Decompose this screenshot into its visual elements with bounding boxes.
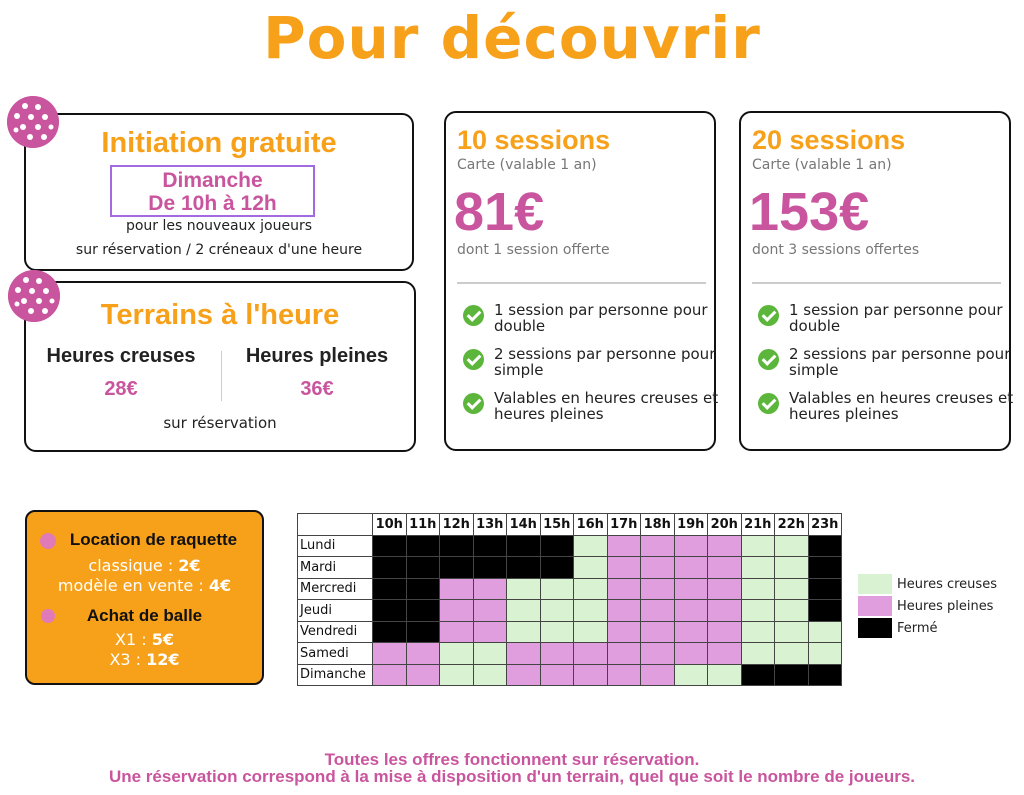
schedule-cell — [373, 557, 407, 579]
schedule-cell — [507, 664, 541, 686]
schedule-cell — [674, 578, 708, 600]
schedule-cell — [440, 621, 474, 643]
schedule-cell — [373, 600, 407, 622]
legend-label: Fermé — [897, 620, 938, 636]
schedule-cell — [607, 557, 641, 579]
initiation-line2: sur réservation / 2 créneaux d'une heure — [75, 242, 363, 258]
feature-text: 1 session par personne pour double — [789, 301, 1003, 335]
schedule-cell — [775, 664, 809, 686]
hour-header: 11h — [406, 514, 440, 536]
schedule-cell — [808, 578, 842, 600]
schedule-cell — [473, 600, 507, 622]
schedule-cell — [741, 643, 775, 665]
schedule-cell — [540, 535, 574, 557]
schedule-row — [298, 643, 842, 665]
feature-list — [463, 302, 719, 434]
schedule-cell — [607, 643, 641, 665]
schedule-cell — [574, 535, 608, 557]
schedule-cell — [540, 643, 574, 665]
schedule-cell — [406, 535, 440, 557]
schedule-cell — [507, 600, 541, 622]
schedule-cell — [708, 664, 742, 686]
schedule-cell — [708, 643, 742, 665]
schedule-cell — [373, 578, 407, 600]
schedule-cell — [607, 535, 641, 557]
location-title: Location de raquette — [69, 530, 238, 549]
schedule-row — [298, 535, 842, 557]
initiation-day: Dimanche — [162, 169, 263, 192]
feature-text: 2 sessions par personne pour simple — [494, 345, 716, 379]
terrains-title: Terrains à l'heure — [100, 299, 340, 331]
day-label: Samedi — [298, 643, 373, 665]
schedule-cell — [808, 557, 842, 579]
schedule-cell — [708, 621, 742, 643]
schedule-cell — [641, 664, 675, 686]
schedule-cell — [708, 557, 742, 579]
schedule-cell — [674, 535, 708, 557]
schedule-cell — [708, 600, 742, 622]
pleines-label: Heures pleines — [245, 345, 389, 367]
schedule-cell — [440, 557, 474, 579]
x1-row — [27, 630, 262, 650]
schedule-cell — [808, 643, 842, 665]
card-subtitle: Carte (valable 1 an) — [457, 157, 597, 173]
pleines-price: 36€ — [300, 378, 334, 400]
creuses-label: Heures creuses — [46, 345, 196, 367]
schedule-cell — [775, 535, 809, 557]
classique-row — [27, 556, 262, 576]
pickleball-icon — [7, 96, 59, 148]
initiation-schedule-box — [110, 165, 315, 217]
schedule-cell — [808, 600, 842, 622]
check-icon — [463, 305, 484, 326]
feature-list — [758, 302, 1014, 434]
hour-header: 18h — [641, 514, 675, 536]
schedule-cell — [440, 600, 474, 622]
schedule-row — [298, 557, 842, 579]
schedule-cell — [741, 664, 775, 686]
schedule-cell — [775, 557, 809, 579]
schedule-cell — [775, 621, 809, 643]
x1-price: 5€ — [151, 630, 174, 649]
schedule-cell — [406, 664, 440, 686]
schedule-cell — [440, 535, 474, 557]
classique-label: classique : — [88, 556, 174, 575]
hour-header: 20h — [708, 514, 742, 536]
card-subtitle: Carte (valable 1 an) — [752, 157, 892, 173]
hour-header: 21h — [741, 514, 775, 536]
location-card — [25, 510, 264, 685]
schedule-table — [297, 513, 842, 686]
schedule-cell — [507, 535, 541, 557]
hour-header: 13h — [473, 514, 507, 536]
schedule-cell — [607, 578, 641, 600]
legend-swatch — [858, 596, 892, 616]
schedule-cell — [775, 600, 809, 622]
legend-swatch — [858, 574, 892, 594]
check-icon — [463, 349, 484, 370]
schedule-cell — [641, 535, 675, 557]
schedule-cell — [440, 578, 474, 600]
card-price: 153€ — [749, 182, 870, 242]
x3-label: X3 : — [109, 650, 142, 669]
feature-text: 1 session par personne pour double — [494, 301, 708, 335]
card-title: 10 sessions — [457, 125, 611, 155]
footer-line1: Toutes les offres fonctionnent sur réservation. — [324, 750, 700, 769]
vente-row — [27, 576, 262, 596]
schedule-cell — [674, 600, 708, 622]
hour-header: 12h — [440, 514, 474, 536]
check-icon — [758, 393, 779, 414]
schedule-cell — [641, 643, 675, 665]
feature-text: Valables en heures creuses et heures pleines — [494, 389, 719, 423]
card-offer: dont 1 session offerte — [457, 242, 610, 258]
hour-header: 22h — [775, 514, 809, 536]
check-icon — [758, 349, 779, 370]
check-icon — [463, 393, 484, 414]
schedule-cell — [473, 664, 507, 686]
schedule-cell — [741, 621, 775, 643]
schedule-cell — [406, 643, 440, 665]
schedule-cell — [808, 664, 842, 686]
hour-header: 15h — [540, 514, 574, 536]
schedule-cell — [574, 557, 608, 579]
schedule-cell — [607, 664, 641, 686]
schedule-cell — [674, 664, 708, 686]
schedule-cell — [574, 578, 608, 600]
schedule-cell — [540, 557, 574, 579]
schedule-cell — [473, 578, 507, 600]
footer-line2: Une réservation correspond à la mise à disposition d'un terrain, quel que soit le nombre de joueurs. — [108, 767, 916, 786]
schedule-cell — [741, 535, 775, 557]
schedule-cell — [808, 535, 842, 557]
terrains-footer: sur réservation — [163, 414, 277, 432]
schedule-cell — [775, 643, 809, 665]
schedule-cell — [741, 600, 775, 622]
initiation-hours: De 10h à 12h — [148, 192, 277, 215]
hour-header: 19h — [674, 514, 708, 536]
terrains-card — [24, 281, 416, 452]
page-title: Pour découvrir — [263, 4, 761, 72]
schedule-row — [298, 664, 842, 686]
feature-item — [463, 302, 719, 346]
schedule-cell — [574, 643, 608, 665]
schedule-cell — [473, 535, 507, 557]
schedule-cell — [641, 621, 675, 643]
feature-item — [758, 302, 1014, 346]
schedule-cell — [574, 621, 608, 643]
schedule-cell — [641, 578, 675, 600]
card-title: 20 sessions — [752, 125, 906, 155]
schedule-cell — [674, 621, 708, 643]
feature-item — [463, 390, 719, 434]
schedule-cell — [373, 535, 407, 557]
schedule-row — [298, 600, 842, 622]
day-label: Jeudi — [298, 600, 373, 622]
x3-price: 12€ — [146, 650, 180, 669]
initiation-title: Initiation gratuite — [101, 127, 337, 159]
check-icon — [758, 305, 779, 326]
card-offer: dont 3 sessions offertes — [752, 242, 920, 258]
schedule-cell — [440, 643, 474, 665]
schedule-cell — [373, 621, 407, 643]
initiation-line1: pour les nouveaux joueurs — [125, 218, 313, 234]
feature-item — [463, 346, 719, 390]
card-price: 81€ — [454, 182, 545, 242]
schedule-row — [298, 578, 842, 600]
schedule-cell — [674, 643, 708, 665]
schedule-cell — [540, 578, 574, 600]
feature-text: 2 sessions par personne pour simple — [789, 345, 1011, 379]
schedule-cell — [507, 643, 541, 665]
balle-title: Achat de balle — [86, 606, 203, 625]
vente-price: 4€ — [208, 576, 232, 595]
day-label: Dimanche — [298, 664, 373, 686]
legend-item-creuses — [858, 573, 997, 595]
schedule-cell — [406, 621, 440, 643]
schedule-cell — [473, 621, 507, 643]
legend-label: Heures creuses — [897, 576, 997, 592]
day-label: Mercredi — [298, 578, 373, 600]
hour-header: 14h — [507, 514, 541, 536]
schedule-header-row — [298, 514, 842, 536]
x1-label: X1 : — [115, 630, 147, 649]
schedule-legend — [858, 573, 997, 639]
schedule-cell — [708, 535, 742, 557]
feature-item — [758, 390, 1014, 434]
classique-price: 2€ — [178, 556, 201, 575]
vente-label: modèle en vente : — [57, 576, 204, 595]
schedule-cell — [574, 664, 608, 686]
divider — [457, 282, 706, 284]
schedule-cell — [641, 600, 675, 622]
legend-item-ferme — [858, 617, 997, 639]
schedule-cell — [540, 664, 574, 686]
schedule-corner — [298, 514, 373, 536]
schedule-cell — [574, 600, 608, 622]
day-label: Vendredi — [298, 621, 373, 643]
schedule-cell — [440, 664, 474, 686]
schedule-row — [298, 621, 842, 643]
schedule-cell — [741, 557, 775, 579]
hour-header: 23h — [808, 514, 842, 536]
legend-item-pleines — [858, 595, 997, 617]
hour-header: 10h — [373, 514, 407, 536]
hour-header: 17h — [607, 514, 641, 536]
creuses-price: 28€ — [104, 378, 138, 400]
schedule-cell — [775, 578, 809, 600]
schedule-cell — [406, 578, 440, 600]
schedule-cell — [607, 621, 641, 643]
schedule-cell — [808, 621, 842, 643]
schedule-cell — [540, 600, 574, 622]
day-label: Mardi — [298, 557, 373, 579]
schedule-cell — [473, 557, 507, 579]
divider — [752, 282, 1001, 284]
schedule-cell — [641, 557, 675, 579]
card-10-sessions — [444, 111, 719, 451]
legend-swatch — [858, 618, 892, 638]
schedule-cell — [507, 621, 541, 643]
pickleball-icon — [8, 270, 60, 322]
schedule-cell — [507, 578, 541, 600]
x3-row — [27, 650, 262, 670]
day-label: Lundi — [298, 535, 373, 557]
schedule-cell — [607, 600, 641, 622]
schedule-cell — [406, 557, 440, 579]
legend-label: Heures pleines — [897, 598, 994, 614]
creuses-column — [26, 345, 216, 401]
hour-header: 16h — [574, 514, 608, 536]
schedule-cell — [674, 557, 708, 579]
feature-text: Valables en heures creuses et heures pleines — [789, 389, 1014, 423]
schedule-cell — [741, 578, 775, 600]
card-20-sessions — [739, 111, 1014, 451]
schedule-cell — [373, 643, 407, 665]
schedule-cell — [406, 600, 440, 622]
schedule-cell — [540, 621, 574, 643]
schedule-cell — [373, 664, 407, 686]
schedule-cell — [708, 578, 742, 600]
initiation-card — [24, 113, 414, 271]
schedule-cell — [507, 557, 541, 579]
feature-item — [758, 346, 1014, 390]
schedule-cell — [473, 643, 507, 665]
schedule-body — [298, 535, 842, 686]
pleines-column — [222, 345, 412, 401]
